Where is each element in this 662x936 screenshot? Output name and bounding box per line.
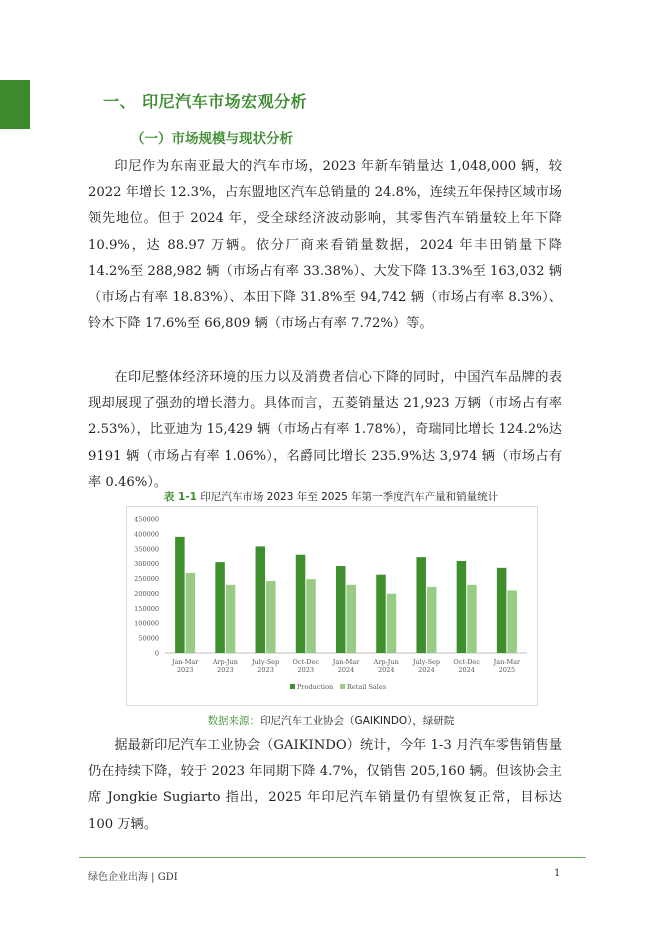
chart-container: [126, 506, 538, 706]
footer-publication: 绿色企业出海 | GDI: [88, 872, 178, 883]
x-tick-label: Jan-Mar: [171, 658, 199, 666]
paragraph-chinese-brands: 在印尼整体经济环境的压力以及消费者信心下降的同时，中国汽车品牌的表现却展现了强劲的增长潜力。具体而言，五菱销量达 21,923 万辆（市场占有率 2.53%），比亚迪为 15,429 辆（市场占有率 1.78%），奇瑞同比增长 124.2%达 9191 辆（市场占有率 1.06%），名爵同比增长 235.9%达 3,974 辆（市场占有率 0.46%）。: [88, 370, 562, 490]
legend-swatch-retail-sales: [340, 684, 345, 689]
footer-divider: [79, 857, 586, 858]
y-tick-label: 300000: [134, 560, 159, 569]
x-tick-year-label: 2023: [297, 666, 315, 674]
bar-production: [215, 562, 225, 653]
y-tick-label: 150000: [134, 604, 159, 613]
x-tick-label: Oct-Dec: [292, 658, 320, 666]
section-side-tab: [0, 80, 30, 129]
bar-production: [256, 546, 265, 653]
bar-production: [376, 575, 386, 653]
x-tick-label: Jan-Mar: [493, 658, 521, 666]
bar-production: [336, 566, 346, 653]
y-tick-label: 450000: [134, 515, 159, 524]
legend-label-retail-sales: Retail Sales: [347, 683, 387, 691]
x-tick-year-label: 2023: [176, 666, 194, 674]
bar-production: [296, 555, 306, 653]
bar-production: [416, 557, 426, 653]
data-source-label: 数据来源：: [207, 715, 261, 727]
data-source: [0, 713, 662, 728]
x-tick-label: Arp-Jun: [212, 658, 238, 666]
y-tick-label: 250000: [134, 575, 159, 584]
x-tick-label: Jan-Mar: [332, 658, 360, 666]
bar-retail-sales: [427, 587, 437, 653]
bar-production: [457, 561, 467, 653]
bar-retail-sales: [186, 573, 196, 653]
y-tick-label: 400000: [134, 530, 159, 539]
legend-label-production: Production: [297, 683, 334, 691]
bar-retail-sales: [467, 585, 477, 653]
page-number: 1: [554, 868, 561, 879]
legend-swatch-production: [290, 684, 295, 689]
production-sales-chart: [127, 507, 537, 705]
y-tick-label: 100000: [134, 619, 159, 628]
bar-production: [497, 568, 507, 653]
bar-retail-sales: [347, 585, 357, 653]
data-source-text: 印尼汽车工业协会（GAIKINDO），绿研院: [260, 715, 455, 727]
x-tick-year-label: 2023: [257, 666, 274, 674]
x-tick-year-label: 2024: [458, 666, 475, 674]
bar-retail-sales: [226, 585, 236, 653]
x-tick-year-label: 2024: [337, 666, 355, 674]
x-tick-year-label: 2024: [377, 666, 395, 674]
bar-retail-sales: [266, 581, 276, 653]
x-tick-year-label: 2025: [498, 666, 516, 674]
x-tick-label: July-Sep: [251, 658, 280, 666]
y-tick-label: 50000: [138, 634, 159, 643]
bar-retail-sales: [387, 594, 397, 653]
x-tick-label: Arp-Jun: [373, 658, 399, 666]
x-tick-year-label: 2023: [217, 666, 234, 674]
y-tick-label: 350000: [134, 545, 159, 554]
table-caption-title: 印尼汽车市场 2023 年至 2025 年第一季度汽车产量和销量统计: [200, 491, 499, 503]
section-heading: 一、 印尼汽车市场宏观分析: [103, 92, 308, 111]
x-tick-year-label: 2024: [418, 666, 435, 674]
table-caption: [0, 489, 662, 504]
paragraph-market-size: 印尼作为东南亚最大的汽车市场，2023 年新车销量达 1,048,000 辆，较 2022 年增长 12.3%，占东盟地区汽车总销量的 24.8%，连续五年保持区域市场领先地位。但于 2024 年，受全球经济波动影响，其零售汽车销量较上年下降 10.9%，达 88.97 万辆。依分厂商来看销量数据，2024 年丰田销量下降 14.2%至 288,982 辆（市场占有率 33.38%）、大发下降 13.3%至 163,032 辆（市场占有率 18.83%）、本田下降 31.8%至 94,742 辆（市场占有率 8.3%）、铃木下降 17.6%至 66,809 辆（市场占有率 7.72%）等。: [88, 159, 562, 332]
x-tick-label: Oct-Dec: [453, 658, 480, 666]
y-tick-label: 0: [154, 649, 159, 658]
y-tick-label: 200000: [134, 589, 159, 598]
subsection-heading: （一）市场规模与现状分析: [131, 131, 293, 147]
bar-retail-sales: [507, 590, 517, 653]
bar-production: [175, 537, 185, 653]
x-tick-label: July-Sep: [412, 658, 441, 666]
paragraph-gaikindo: 据最新印尼汽车工业协会（GAIKINDO）统计，今年 1-3 月汽车零售销售量仍在持续下降，较于 2023 年同期下降 4.7%，仅销售 205,160 辆。但该协会主席 Jongkie Sugiarto 指出，2025 年印尼汽车销量仍有望恢复正常，目标达 100 万辆。: [88, 738, 562, 832]
bar-retail-sales: [306, 579, 316, 653]
table-caption-number: 表 1-1: [163, 491, 197, 503]
